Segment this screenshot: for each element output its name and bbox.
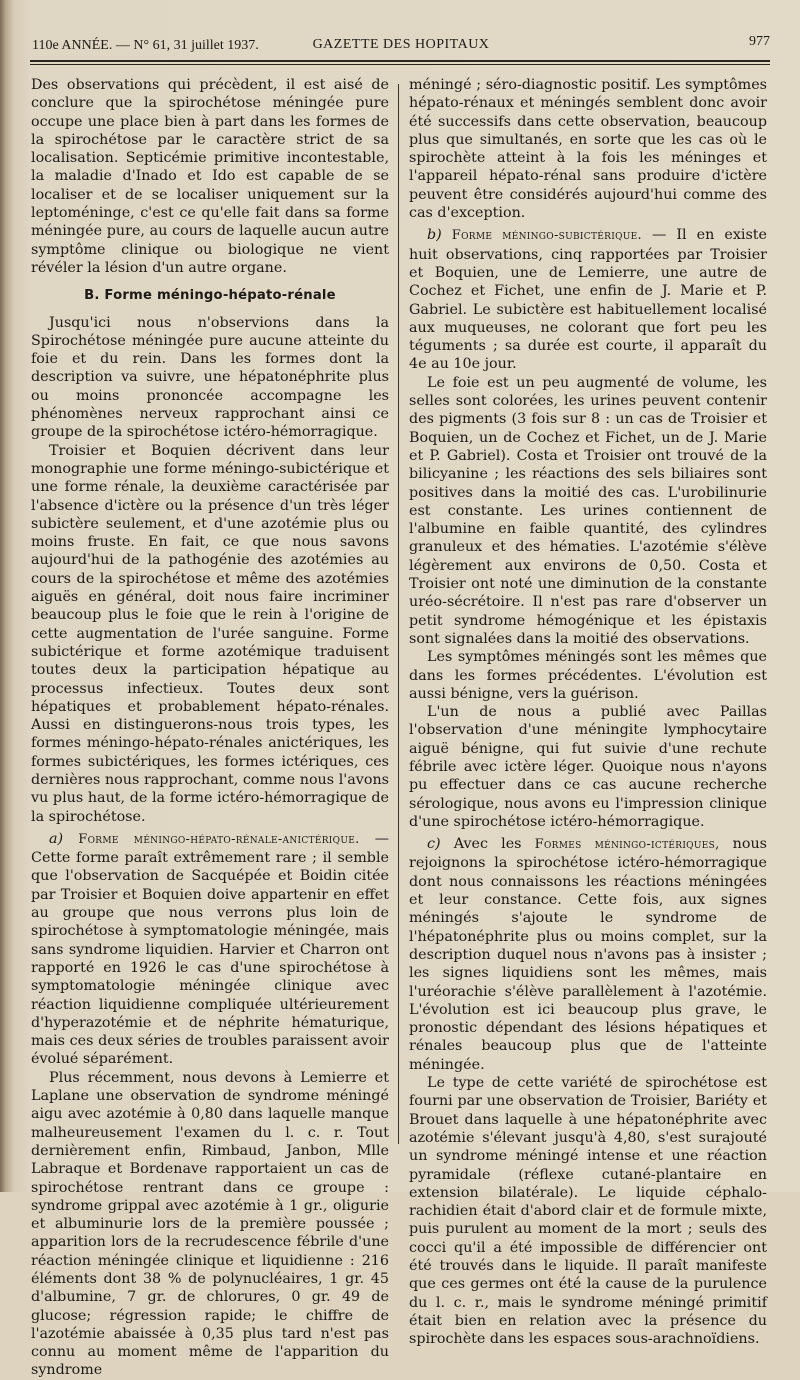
paragraph: Le type de cette variété de spirochétose est fourni par une observation de Troisier, Bariéty et Brouet dans laquelle à une hépatonéphrite avec azotémie s'élevant jusqu'à 4,80, s'est surajouté un syndrome méningé intense et une réaction pyramidale (réflexe cutané-plantaire en extension bilatérale). Le liquide céphalo-rachidien était d'abord clair et de formule mixte, puis purulent au moment de la mort ; seuls des cocci qu'il a été impossible de différencier ont été trouvés dans le liquide. Il paraît manifeste que ces germes ont été la cause de la purulence du l. c. r., mais le syndrome méningé primitif était bien en relation avec la présence du spirochète dans les espaces sous-arachnoïdiens. [409,1075,767,1348]
journal-title: GAZETTE DES HOPITAUX [312,37,490,52]
paragraph-body: — Cette forme paraît extrêmement rare ; il semble que l'observation de Sacquépée et Boidin citée par Troisier et Boquien doive appartenir en effet au groupe que nous verrons plus loin de spirochétose à symptomatologie méningée, mais sans syndrome liquidien. Harvier et Charron ont rapporté en 1926 le cas d'une spirochétose à symptomatologie méningée clinique avec réaction liquidienne compliquée ultérieurement d'hyperazotémie et de néphrite hématurique, mais ces deux séries de troubles paraissent avoir évolué séparément. [31,830,389,1068]
issue-info: 110e ANNÉE. — N° 61, 31 juillet 1937. [32,38,259,53]
paragraph-c [409,835,767,1074]
right-column [409,76,768,1348]
subsection-title: Formes méningo-ictériques, [534,837,720,853]
subsection-title: Forme méningo-subictérique. [451,228,642,244]
section-heading: B. Forme méningo-hépato-rénale [84,288,336,304]
column-divider [398,84,399,1144]
left-column [31,76,389,1379]
item-label: a) [49,830,64,847]
page-number: 977 [749,34,770,49]
paragraph: Jusqu'ici nous n'observions dans la Spirochétose méningée pure aucune atteinte du foie et du rein. Dans les formes dont la description va suivre, une hépatonéphrite plus ou moins prononcée accompagne les phénomènes nerveux rapprochant ainsi ce groupe de la spirochétose ictéro-hémorragique. [31,314,389,441]
running-header [32,34,770,56]
header-rule-thin [30,64,770,65]
paragraph: méningé ; séro-diagnostic positif. Les symptômes hépato-rénaux et méningés semblent donc avoir été successifs dans cette observation, beaucoup plus que simultanés, en sorte que les cas où le spirochète atteint à la fois les méninges et l'appareil hépato-rénal sans produire d'ictère peuvent être considérés aujourd'hui comme des cas d'exception. [409,77,767,222]
paragraph-body: nous rejoignons la spirochétose ictéro-hémorragique dont nous connaissons les réactions méningées et leur constance. Cette fois, aux signes méningés s'ajoute le syndrome de l'hépatonéphrite plus ou moins complet, sur la description duquel nous n'avons pas à insister ; les signes liquidiens sont les mêmes, mais l'uréorachie s'élève parallèlement à l'azotémie. L'évolution est ici beaucoup plus grave, le pronostic dépendant des lésions hépatiques et rénales beaucoup plus que de l'atteinte méningée. [409,836,768,1073]
paragraph: Des observations qui précèdent, il est aisé de conclure que la spirochétose méningée pure occupe une place bien à part dans les formes de la spirochétose par le caractère strict de sa localisation. Septicémie primitive incontestable, la maladie d'Inado et Ido est capable de se localiser et de se localiser uniquement sur la leptoméninge, c'est ce qu'elle fait dans sa forme méningée pure, au cours de laquelle aucun autre symptôme clinique ou biologique ne vient révéler la lésion d'un autre organe. [31,77,389,276]
paragraph: Plus récemment, nous devons à Lemierre et Laplane une observation de syndrome méningé aigu avec azotémie à 0,80 dans laquelle manque malheureusement l'examen du l. c. r. Tout dernièrement enfin, Rimbaud, Janbon, Mlle Labraque et Bordenave rapportaient un cas de spirochétose rentrant dans ce groupe : syndrome grippal avec azotémie à 1 gr., oligurie et albuminurie lors de la première poussée ; apparition lors de la recrudescence fébrile d'une réaction méningée clinique et liquidienne : 216 éléments dont 38 % de polynucléaires, 1 gr. 45 d'albumine, 7 gr. de chlorures, 0 gr. 49 de glucose; régression rapide; le chiffre de l'azotémie abaissée à 0,35 plus tard n'est pas connu au moment même de l'apparition du syndrome [31,1069,389,1379]
header-rule [30,60,770,62]
subsection-title: Forme méningo-hépato-rénale-anictérique. [78,831,360,847]
item-label: c) [427,836,441,853]
paragraph: L'un de nous a publié avec Paillas l'observation d'une méningite lymphocytaire aiguë bénigne, qui fut suivie d'une rechute fébrile avec ictère léger. Quoique nous n'ayons pu effectuer dans ce cas aucune recherche sérologique, nous avons eu l'impression clinique d'une spirochétose ictéro-hémorragique. [409,704,767,830]
item-label: b) [427,227,442,244]
paragraph: Les symptômes méningés sont les mêmes que dans les formes précédentes. L'évolution est aussi bénigne, vers la guérison. [409,649,767,702]
paragraph-b [409,226,767,373]
paragraph-lead: Avec les [440,836,535,853]
paragraph-a [31,830,389,1069]
paragraph: Troisier et Boquien décrivent dans leur monographie une forme méningo-subictérique et une forme rénale, la deuxième caractérisée par l'absence d'ictère ou la présence d'un très léger subictère seulement, et d'une azotémie plus ou moins fruste. En fait, ce que nous savons aujourd'hui de la pathogénie des azotémies au cours de la spirochétose et même des azotémies aiguës en général, doit nous faire incriminer beaucoup plus le foie que le rein à l'origine de cette augmentation de l'urée sanguine. Forme subictérique et forme azotémique traduisent toutes deux la participation hépatique au processus infectieux. Toutes deux sont hépatiques et probablement hépato-rénales. Aussi en distinguerons-nous trois types, les formes méningo-hépato-rénales anictériques, les formes subictériques, les formes ictériques, ces dernières nous rapprochant, comme nous l'avons vu plus haut, de la forme ictéro-hémorragique de la spirochétose. [31,442,389,825]
paragraph-body: — Il en existe huit observations, cinq rapportées par Troisier et Boquien, une de Lemierre, une autre de Cochez et Fichet, une enfin de J. Marie et P. Gabriel. Le subictère est habituellement localisé aux muqueuses, ne colorant que fort peu les téguments ; sa durée est courte, il apparaît du 4e au 10e jour. [409,227,767,373]
paragraph: Le foie est un peu augmenté de volume, les selles sont colorées, les urines peuvent contenir des pigments (3 fois sur 8 : un cas de Troisier et Boquien, un de Cochez et Fichet, un de J. Marie et P. Gabriel). Costa et Troisier ont trouvé de la bilicyanine ; les réactions des sels biliaires sont positives dans la moitié des cas. L'urobilinurie est constante. Les urines contiennent de l'albumine en faible quantité, des cylindres granuleux et des hématies. L'azotémie s'élève légèrement aux environs de 0,50. Costa et Troisier ont noté une diminution de la constante uréo-sécrétoire. Il n'est pas rare d'observer un petit syndrome hémogénique et les épistaxis sont signalées dans la moitié des observations. [409,374,767,647]
